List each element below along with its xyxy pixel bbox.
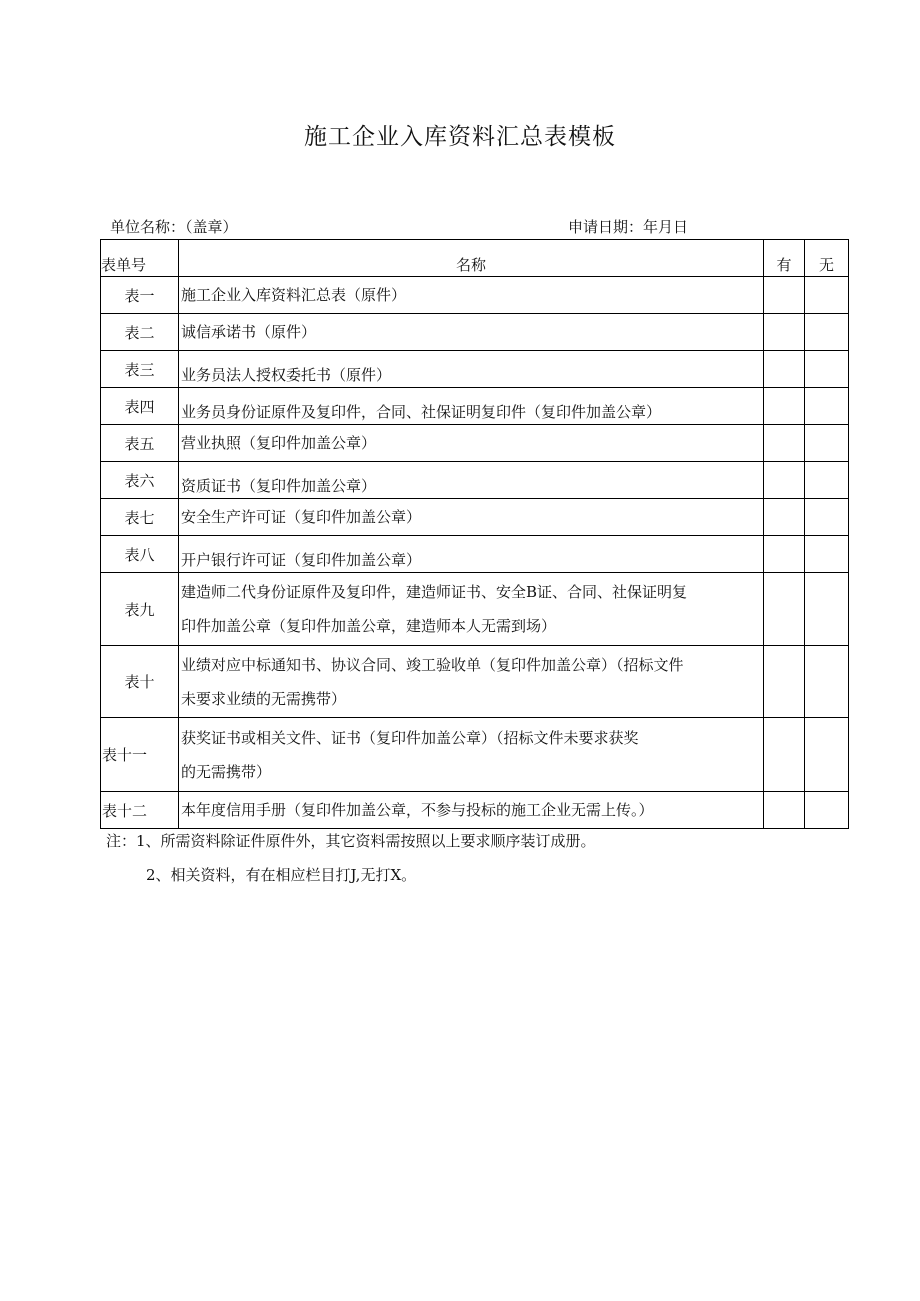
form-no: 表九 <box>101 573 179 646</box>
have-checkbox-cell[interactable] <box>764 646 805 718</box>
none-checkbox-cell[interactable] <box>805 462 849 499</box>
form-no: 表十一 <box>101 718 179 792</box>
have-checkbox-cell[interactable] <box>764 425 805 462</box>
none-checkbox-cell[interactable] <box>805 718 849 792</box>
page-title: 施工企业入库资料汇总表模板 <box>304 124 616 150</box>
form-no: 表一 <box>101 277 179 314</box>
form-name: 营业执照（复印件加盖公章） <box>179 425 764 462</box>
header-have: 有 <box>764 240 805 277</box>
form-name: 施工企业入库资料汇总表（原件） <box>179 277 764 314</box>
have-checkbox-cell[interactable] <box>764 388 805 425</box>
form-no: 表七 <box>101 499 179 536</box>
form-name <box>179 718 764 792</box>
form-name-line: 业绩对应中标通知书、协议合同、竣工验收单（复印件加盖公章）（招标文件 <box>181 655 684 674</box>
form-name: 安全生产许可证（复印件加盖公章） <box>179 499 764 536</box>
have-checkbox-cell[interactable] <box>764 792 805 829</box>
form-name <box>179 646 764 718</box>
have-checkbox-cell[interactable] <box>764 718 805 792</box>
table-row <box>101 388 849 425</box>
form-name: 业务员法人授权委托书（原件） <box>179 351 764 388</box>
none-checkbox-cell[interactable] <box>805 573 849 646</box>
header-name: 名称 <box>179 240 764 277</box>
form-no: 表二 <box>101 314 179 351</box>
table-row <box>101 646 849 718</box>
form-no: 表十二 <box>101 792 179 829</box>
none-checkbox-cell[interactable] <box>805 277 849 314</box>
form-name: 诚信承诺书（原件） <box>179 314 764 351</box>
form-name: 业务员身份证原件及复印件，合同、社保证明复印件（复印件加盖公章） <box>179 388 764 425</box>
table-row <box>101 277 849 314</box>
form-name <box>179 573 764 646</box>
form-no: 表三 <box>101 351 179 388</box>
notes <box>106 832 596 884</box>
have-checkbox-cell[interactable] <box>764 351 805 388</box>
form-name: 开户银行许可证（复印件加盖公章） <box>179 536 764 573</box>
none-checkbox-cell[interactable] <box>805 425 849 462</box>
form-name-line: 印件加盖公章（复印件加盖公章，建造师本人无需到场） <box>181 617 557 635</box>
have-checkbox-cell[interactable] <box>764 462 805 499</box>
none-checkbox-cell[interactable] <box>805 646 849 718</box>
materials-summary-table <box>100 239 849 829</box>
form-name-line: 的无需携带） <box>181 762 272 781</box>
note-line-2: 2、相关资料，有在相应栏目打J,无打X。 <box>146 866 417 884</box>
form-no: 表六 <box>101 462 179 499</box>
table-header-row <box>101 240 849 277</box>
table-row <box>101 792 849 829</box>
table-row <box>101 573 849 646</box>
form-name: 资质证书（复印件加盖公章） <box>179 462 764 499</box>
none-checkbox-cell[interactable] <box>805 351 849 388</box>
form-no: 表八 <box>101 536 179 573</box>
form-name: 本年度信用手册（复印件加盖公章，不参与投标的施工企业无需上传。） <box>179 792 764 829</box>
table-row <box>101 314 849 351</box>
none-checkbox-cell[interactable] <box>805 314 849 351</box>
application-date-label: 申请日期：年月日 <box>568 218 689 236</box>
form-no: 表四 <box>101 388 179 425</box>
table-row <box>101 425 849 462</box>
form-name-line: 建造师二代身份证原件及复印件，建造师证书、安全B证、合同、社保证明复 <box>181 583 688 601</box>
form-no: 表五 <box>101 425 179 462</box>
form-name-line: 未要求业绩的无需携带） <box>181 689 347 708</box>
have-checkbox-cell[interactable] <box>764 536 805 573</box>
none-checkbox-cell[interactable] <box>805 536 849 573</box>
unit-name-label: 单位名称：（盖章） <box>110 218 238 236</box>
none-checkbox-cell[interactable] <box>805 499 849 536</box>
form-no: 表十 <box>101 646 179 718</box>
header-none: 无 <box>805 240 849 277</box>
header-form-no: 表单号 <box>101 240 179 277</box>
table-row <box>101 536 849 573</box>
have-checkbox-cell[interactable] <box>764 314 805 351</box>
note-line-1: 注：1、所需资料除证件原件外，其它资料需按照以上要求顺序装订成册。 <box>106 832 596 850</box>
have-checkbox-cell[interactable] <box>764 277 805 314</box>
form-name-line: 获奖证书或相关文件、证书（复印件加盖公章）（招标文件未要求获奖 <box>181 728 639 747</box>
table-row <box>101 351 849 388</box>
table-row <box>101 718 849 792</box>
have-checkbox-cell[interactable] <box>764 499 805 536</box>
table-row <box>101 499 849 536</box>
none-checkbox-cell[interactable] <box>805 792 849 829</box>
have-checkbox-cell[interactable] <box>764 573 805 646</box>
table-row <box>101 462 849 499</box>
none-checkbox-cell[interactable] <box>805 388 849 425</box>
